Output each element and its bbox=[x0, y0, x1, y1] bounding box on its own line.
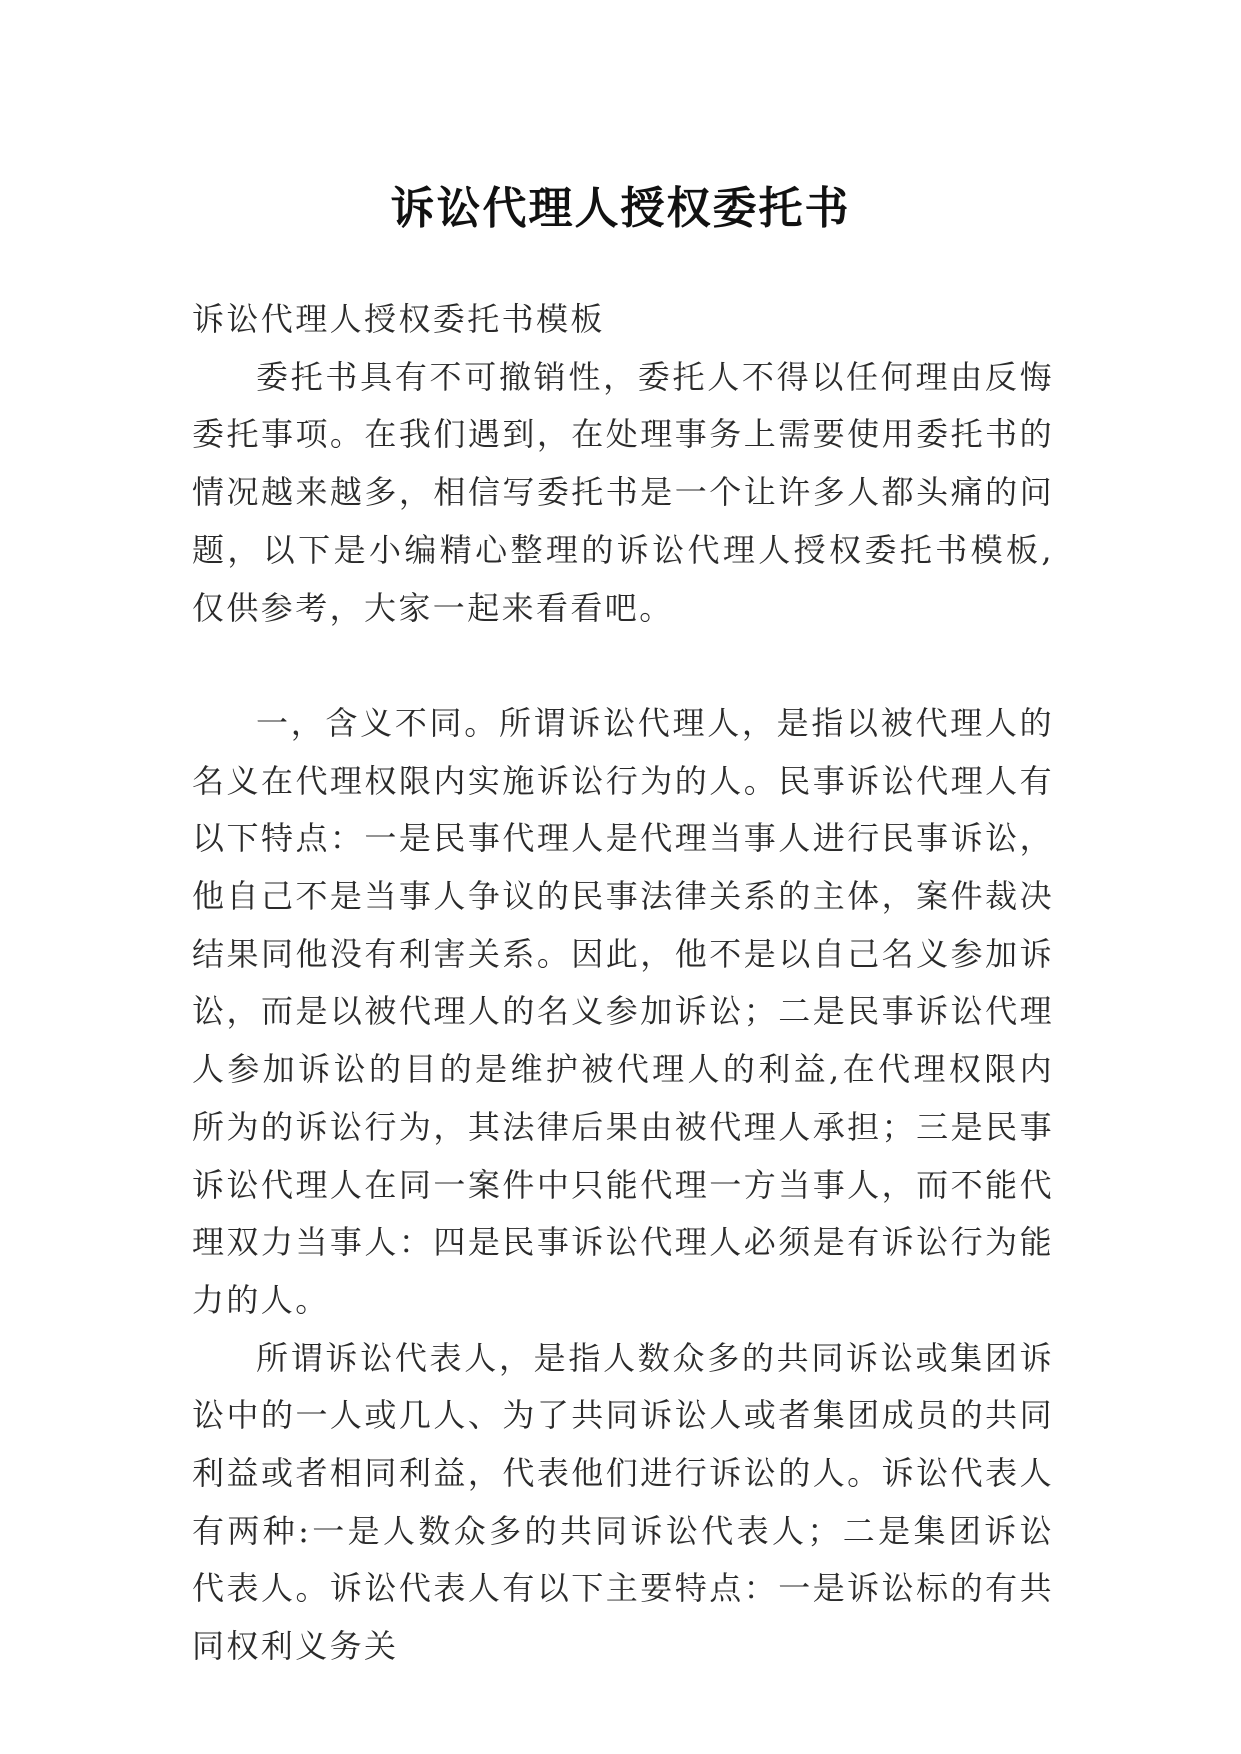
intro-paragraph: 委托书具有不可撤销性，委托人不得以任何理由反悔委托事项。在我们遇到，在处理事务上需要使用委托书的情况越来越多，相信写委托书是一个让许多人都头痛的问题，以下是小编精心整理的诉讼代理人授权委托书模板,仅供参考，大家一起来看看吧。 bbox=[192, 357, 1054, 627]
body-paragraph: 所谓诉讼代表人，是指人数众多的共同诉讼或集团诉讼中的一人或几人、为了共同诉讼人或者集团成员的共同利益或者相同利益，代表他们进行诉讼的人。诉讼代表人有两种:一是人数众多的共同诉讼代表人；二是集团诉讼代表人。诉讼代表人有以下主要特点：一是诉讼标的有共同权利义务关 bbox=[192, 1338, 1054, 1666]
body-paragraph: 一，含义不同。所谓诉讼代理人，是指以被代理人的名义在代理权限内实施诉讼行为的人。民事诉讼代理人有以下特点：一是民事代理人是代理当事人进行民事诉讼，他自己不是当事人争议的民事法律关系的主体，案件裁决结果同他没有利害关系。因此，他不是以自己名义参加诉讼，而是以被代理人的名义参加诉讼；二是民事诉讼代理人参加诉讼的目的是维护被代理人的利益,在代理权限内所为的诉讼行为，其法律后果由被代理人承担；三是民事诉讼代理人在同一案件中只能代理一方当事人，而不能代理双力当事人：四是民事诉讼代理人必须是有诉讼行为能力的人。 bbox=[192, 703, 1054, 1319]
document-title: 诉讼代理人授权委托书 bbox=[390, 183, 851, 235]
document-subtitle: 诉讼代理人授权委托书模板 bbox=[192, 300, 605, 338]
paragraph-spacer bbox=[192, 637, 1054, 695]
document-body bbox=[192, 291, 1054, 1676]
